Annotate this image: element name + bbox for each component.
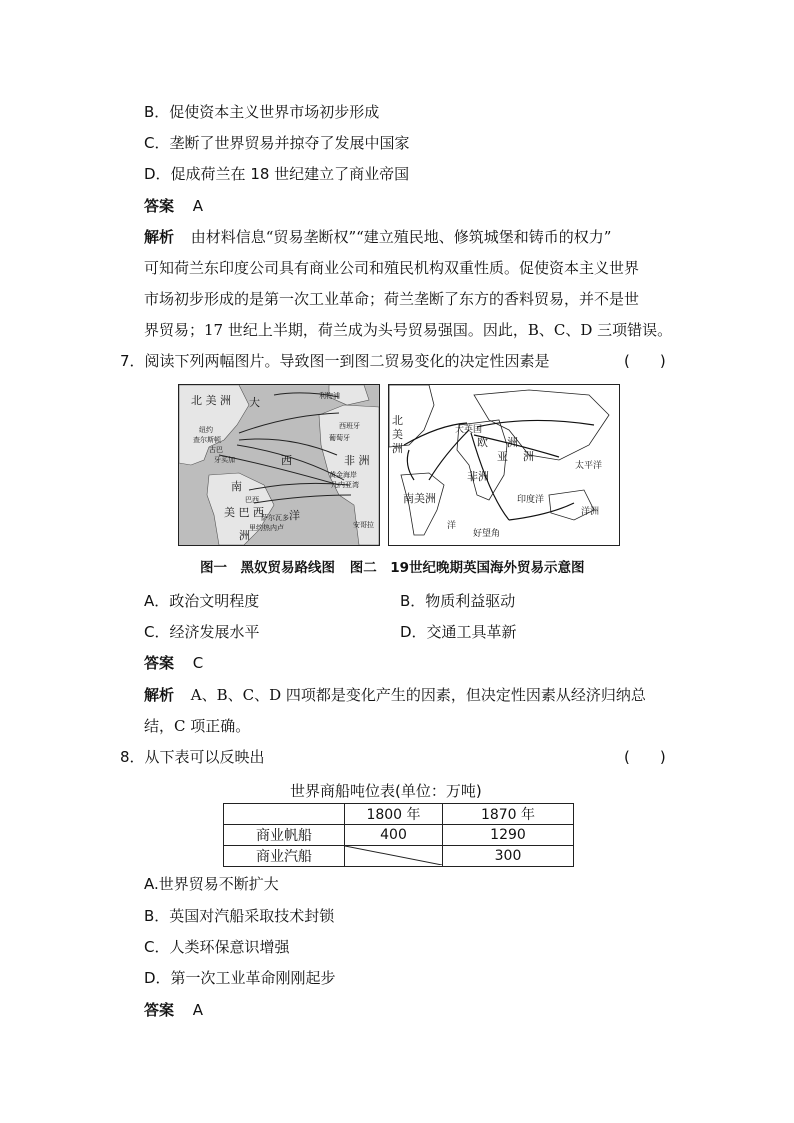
diagonal-line [345,846,442,865]
table-row [224,825,574,846]
analysis-label: 解析 [144,686,175,704]
label-north: 北 [392,414,403,427]
table-header-cell: 1800 年 [345,804,443,825]
label-africa-2: 非洲 [467,470,489,483]
label-europe: 欧 [477,436,488,449]
label-north-america: 北 美 洲 [191,394,231,407]
q8-answer [144,1000,203,1020]
q7-stem: 7．阅读下列两幅图片。导致图一到图二贸易变化的决定性因素是 [120,352,550,370]
answer-value: C [192,654,204,672]
q8-option-d: D．第一次工业革命刚刚起步 [144,969,336,987]
q6-analysis-line-2: 可知荷兰东印度公司具有商业公司和殖民机构双重性质。促使资本主义世界 [144,259,640,277]
q7-analysis-line-1: 解析 A、B、C、D 四项都是变化产生的因素，但决定性因素从经济归纳总 [144,686,646,704]
ship-tonnage-table [223,803,574,867]
label-zhou: 洲 [239,529,250,542]
table-title: 世界商船吨位表(单位：万吨) [290,782,482,800]
answer-label: 答案 [144,1001,175,1019]
table-header-cell: 1870 年 [443,804,574,825]
label-oceania: 洋洲 [581,507,600,517]
label-indian-ocean: 印度洋 [517,495,545,505]
q8-option-a: A.世界贸易不断扩大 [144,875,279,893]
label-xi: 西 [281,454,292,467]
q6-analysis-line-4: 界贸易；17 世纪上半期，荷兰成为头号贸易强国。因此，B、C、D 三项错误。 [144,321,673,339]
label-brazil: 美 巴 西 [224,506,264,519]
table-cell: 300 [443,846,574,867]
table-cell: 商业汽船 [224,846,345,867]
q6-option-c: C．垄断了世界贸易并掠夺了发展中国家 [144,134,410,152]
q8-answer-bracket: ( ) [624,748,666,766]
table-row [224,846,574,867]
label-zhou-2: 洲 [507,436,518,449]
q7-analysis-line-2: 结，C 项正确。 [144,717,251,735]
q6-option-d: D．促成荷兰在 18 世纪建立了商业帝国 [144,165,410,183]
table-cell-empty-diagonal [345,846,443,867]
answer-label: 答案 [144,197,175,215]
label-zhou-3: 洲 [523,450,534,463]
answer-value: A [192,197,204,215]
figure-british-trade-map [388,384,620,546]
q6-analysis-line-3: 市场初步形成的是第一次工业革命；荷兰垄断了东方的香料贸易，并不是世 [144,290,640,308]
label-africa: 非 洲 [344,454,370,467]
figure-slave-trade-map: 北 美 洲 大 西 洋 非 洲 南 美 巴 西 洲 纽约 查尔斯顿 古巴 牙买加 巴西 葡萄牙 西班牙 利物浦 几内亚湾 黄金海岸 安哥拉 里约热内卢 萨尔瓦多 [178,384,380,546]
q6-option-b: B．促使资本主义世界市场初步形成 [144,103,380,121]
table-header-cell [224,804,345,825]
figure-caption [200,556,595,576]
answer-value: A [192,1001,204,1019]
table-cell: 商业帆船 [224,825,345,846]
q7-option-d: D．交通工具革新 [400,623,517,641]
caption-fig1: 图一 黑奴贸易路线图 [200,560,335,576]
q7-option-a: A．政治文明程度 [144,592,260,610]
answer-label: 答案 [144,654,175,672]
caption-fig2: 图二 19世纪晚期英国海外贸易示意图 [349,560,585,576]
label-ya: 亚 [497,450,508,463]
label-south-america: 南美洲 [403,492,436,505]
q8-option-b: B．英国对汽船采取技术封锁 [144,907,335,925]
table-header-row [224,804,574,825]
table-cell: 400 [345,825,443,846]
table-cell: 1290 [443,825,574,846]
label-uk: 大英国 [455,425,483,435]
q8-option-c: C．人类环保意识增强 [144,938,290,956]
label-pacific: 太平洋 [575,461,603,471]
label-america: 美 [392,428,403,441]
q6-answer [144,196,203,216]
q7-option-b: B．物质利益驱动 [400,592,516,610]
q7-option-c: C．经济发展水平 [144,623,260,641]
q8-stem: 8．从下表可以反映出 [120,748,265,766]
q7-answer [144,653,203,673]
label-yang: 洋 [289,509,300,522]
label-nan: 南 [231,480,242,493]
label-da: 大 [249,396,260,409]
analysis-label: 解析 [144,228,175,246]
label-cape: 好望角 [473,529,501,539]
q6-analysis-line-1: 解析 由材料信息“贸易垄断权”“建立殖民地、修筑城堡和铸币的权力” [144,228,612,246]
label-yang-2: 洋 [447,521,457,531]
label-zhou-1: 洲 [392,442,403,455]
q7-answer-bracket: ( ) [624,352,666,370]
